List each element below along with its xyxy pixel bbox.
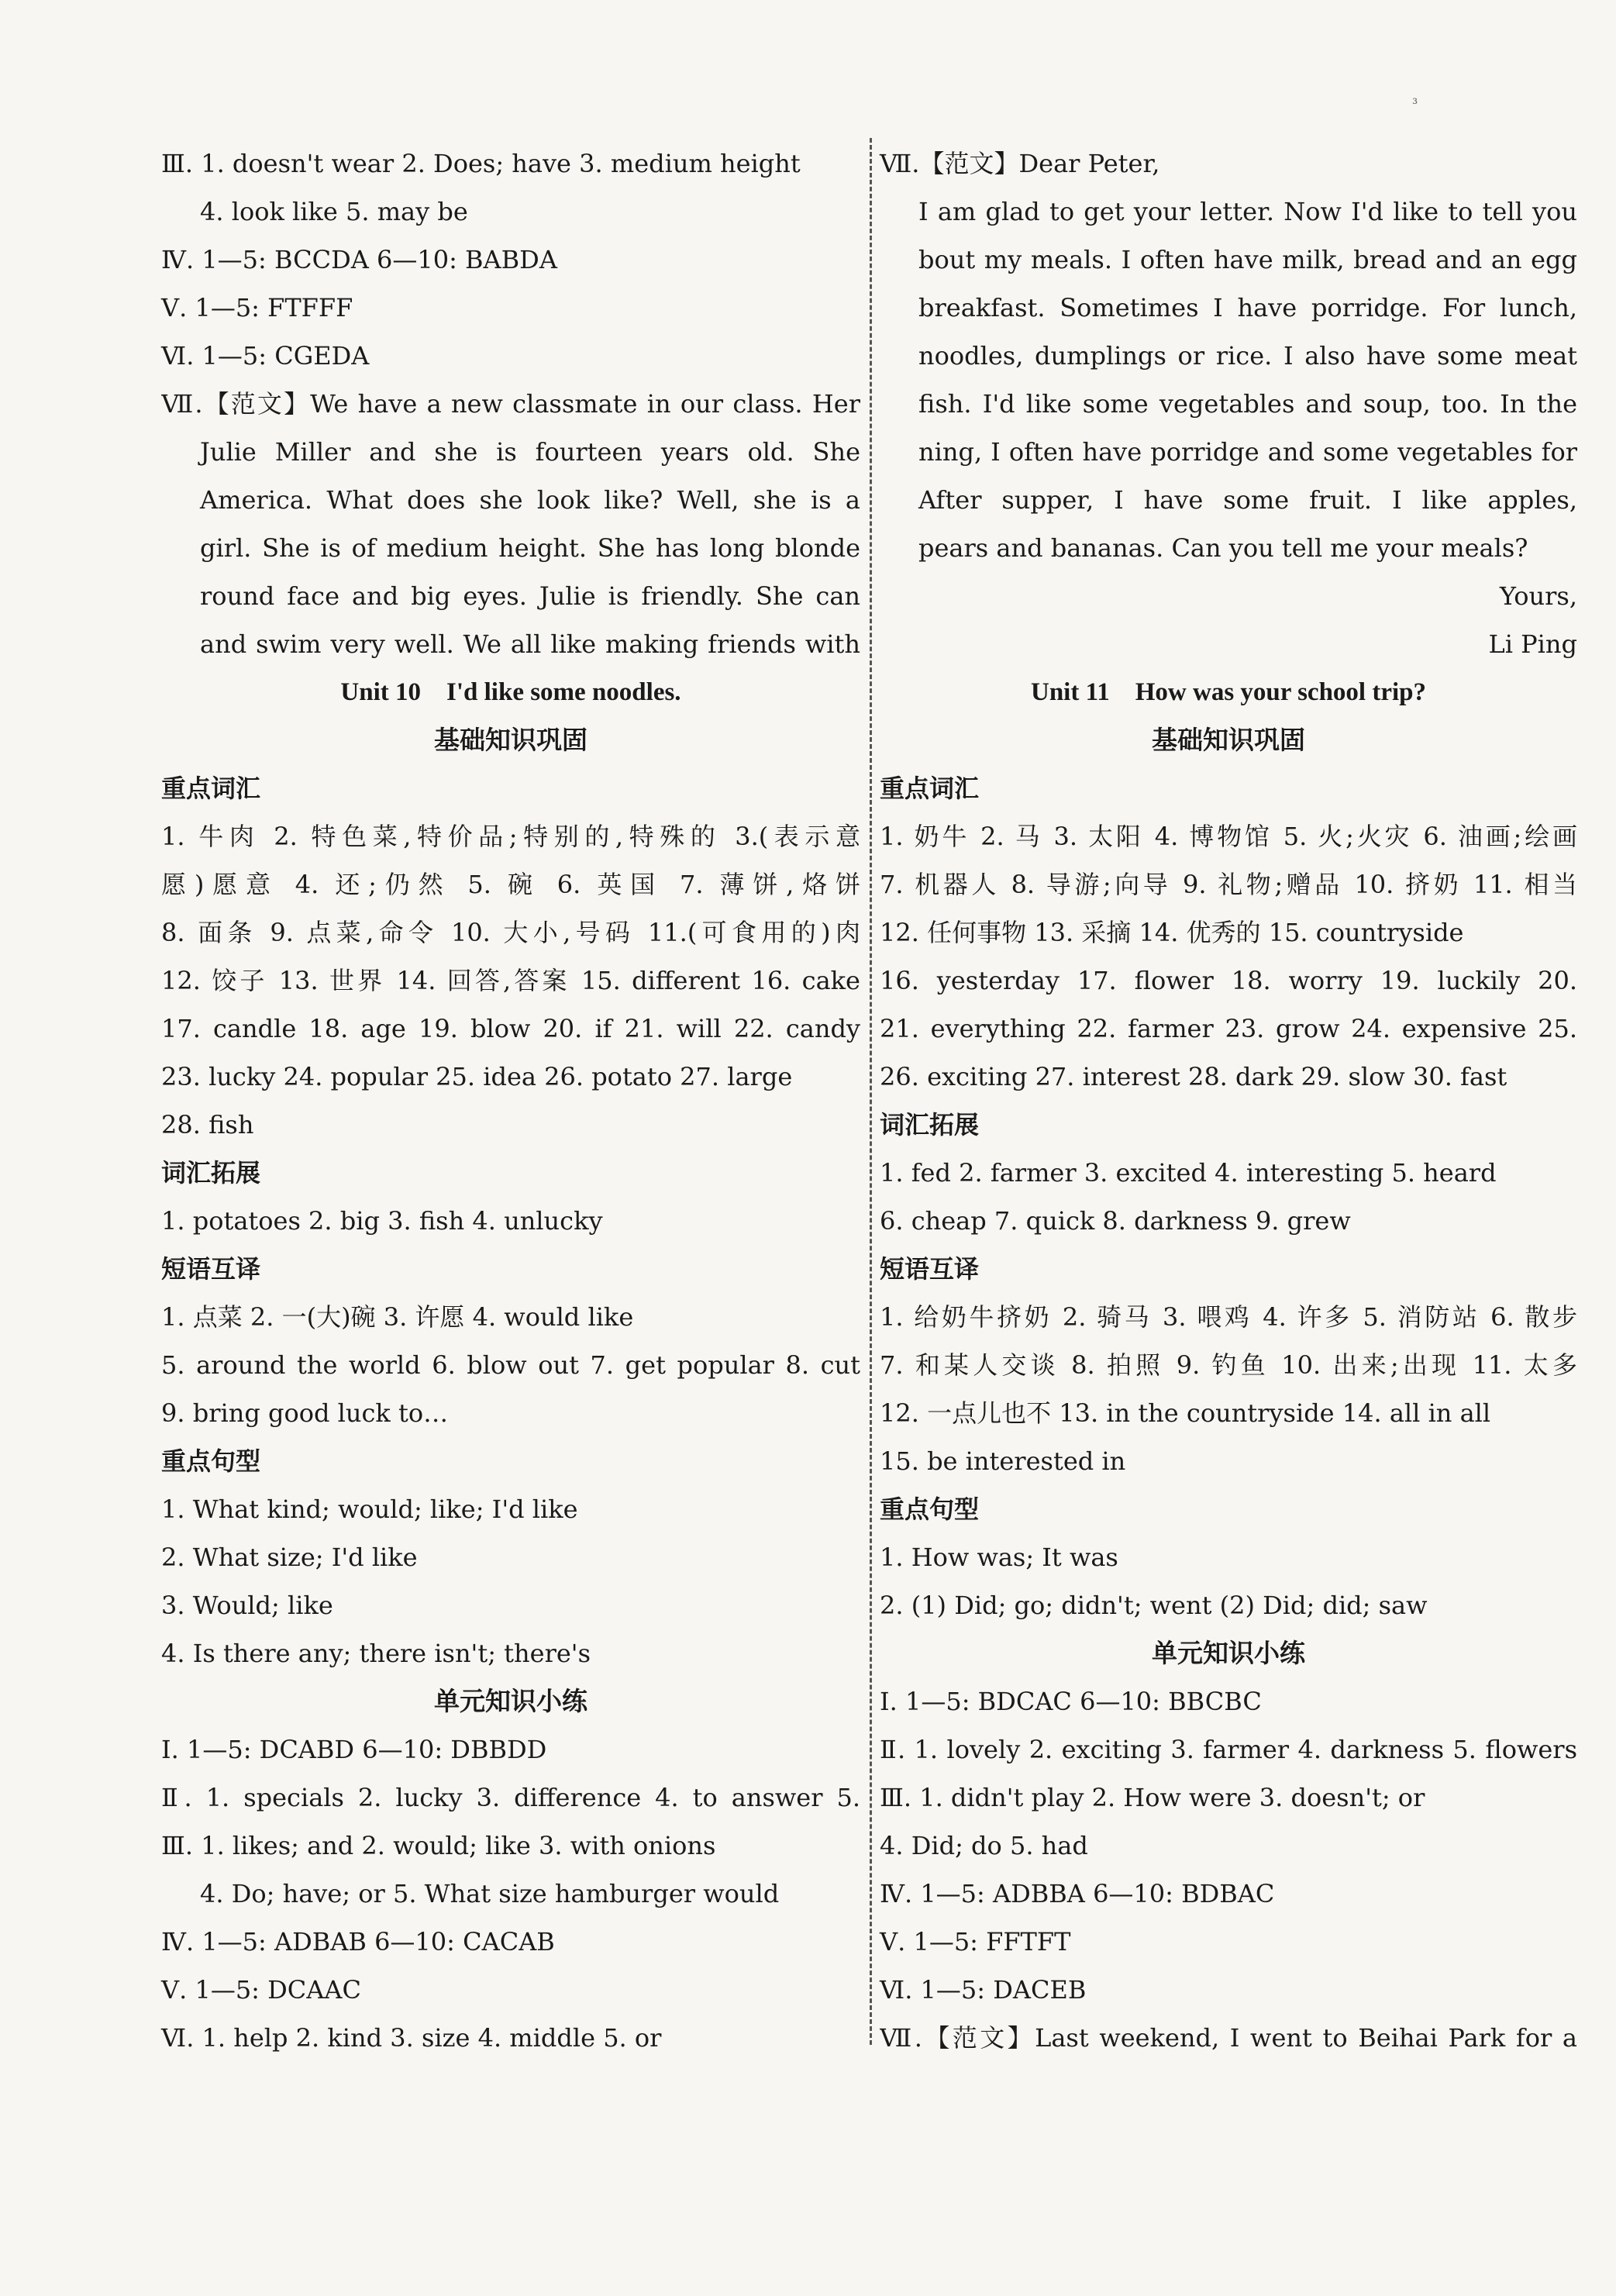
practice-line: Ⅵ. 1. help 2. kind 3. size 4. middle 5. or (161, 2023, 662, 2053)
answer-line: Ⅴ. 1—5: FTFFF (161, 293, 353, 322)
vocab-line: 21. everything 22. farmer 23. grow 24. expensive 25. (880, 1014, 1577, 1043)
vocab-line: 12. 饺子 13. 世界 14. 回答,答案 15. different 16. cake (161, 966, 860, 995)
letter-line: ning, I often have porridge and some vegetables for (918, 437, 1577, 467)
unit-title: Unit 11 How was your school trip? (1030, 678, 1427, 706)
section-heading: 单元知识小练 (1152, 1638, 1305, 1668)
letter-line: bout my meals. I often have milk, bread and an egg (918, 245, 1577, 274)
vocab-line: 28. fish (161, 1110, 254, 1139)
answer-line: Ⅵ. 1—5: CGEDA (161, 341, 370, 371)
left-column (161, 140, 860, 2062)
practice-line: 4. Do; have; or 5. What size hamburger would (200, 1879, 780, 1908)
column-divider (870, 138, 872, 2045)
essay-line: round face and big eyes. Julie is friendly. She can (200, 581, 860, 611)
vocab-line: 1. 奶牛 2. 马 3. 太阳 4. 博物馆 5. 火;火灾 6. 油画;绘画 (880, 822, 1577, 851)
vocab-line: 愿)愿意 4. 还;仍然 5. 碗 6. 英国 7. 薄饼,烙饼 (161, 870, 860, 899)
letter-line: fish. I'd like some vegetables and soup, too. In the (918, 389, 1577, 419)
vocab-line: 26. exciting 27. interest 28. dark 29. slow 30. fast (880, 1062, 1507, 1091)
letter-line: breakfast. Sometimes I have porridge. For lunch, (918, 293, 1577, 322)
letter-closing: Yours, (1499, 581, 1577, 611)
essay-line: Julie Miller and she is fourteen years old. She (200, 437, 860, 467)
phrase-line: 7. 和某人交谈 8. 拍照 9. 钓鱼 10. 出来;出现 11. 太多 (880, 1350, 1577, 1380)
phrase-line: 9. bring good luck to… (161, 1398, 449, 1428)
practice-line: Ⅳ. 1—5: ADBAB 6—10: CACAB (161, 1927, 555, 1956)
essay-line: America. What does she look like? Well, she is a (200, 485, 860, 515)
vocab-line: 17. candle 18. age 19. blow 20. if 21. will 22. candy (161, 1014, 860, 1043)
sentence-line: 4. Is there any; there isn't; there's (161, 1639, 591, 1668)
sentence-line: 1. What kind; would; like; I'd like (161, 1494, 578, 1524)
letter-line: I am glad to get your letter. Now I'd like to tell you (918, 197, 1577, 226)
letter-line: noodles, dumplings or rice. I also have some meat (918, 341, 1577, 371)
section-heading: 单元知识小练 (434, 1686, 587, 1716)
sub-heading: 短语互译 (880, 1254, 980, 1284)
vocab-line: 23. lucky 24. popular 25. idea 26. potato 27. large (161, 1062, 793, 1091)
practice-line: Ⅲ. 1. didn't play 2. How were 3. doesn't; or (880, 1783, 1425, 1812)
practice-line: 4. Did; do 5. had (880, 1831, 1088, 1860)
sentence-line: 2. What size; I'd like (161, 1543, 418, 1572)
practice-line: Ⅲ. 1. likes; and 2. would; like 3. with onions (161, 1831, 716, 1860)
practice-line: Ⅰ. 1—5: BDCAC 6—10: BBCBC (880, 1687, 1262, 1716)
practice-line: Ⅰ. 1—5: DCABD 6—10: DBBDD (161, 1735, 547, 1764)
letter-line: Ⅶ.【范文】Dear Peter, (880, 149, 1160, 178)
answer-line: 4. look like 5. may be (200, 197, 468, 226)
sub-heading: 重点词汇 (880, 774, 980, 803)
expand-line: 1. potatoes 2. big 3. fish 4. unlucky (161, 1206, 603, 1236)
letter-line: After supper, I have some fruit. I like apples, (918, 485, 1577, 515)
unit-title: Unit 10 I'd like some noodles. (340, 678, 681, 706)
letter-line: pears and bananas. Can you tell me your meals? (918, 533, 1528, 563)
letter-signature: Li Ping (1488, 629, 1577, 659)
phrase-line: 1. 点菜 2. 一(大)碗 3. 许愿 4. would like (161, 1302, 634, 1332)
practice-line: Ⅴ. 1—5: FFTFT (880, 1927, 1071, 1956)
vocab-line: 8. 面条 9. 点菜,命令 10. 大小,号码 11.(可食用的)肉 (161, 918, 860, 947)
sub-heading: 词汇拓展 (880, 1110, 980, 1139)
section-heading: 基础知识巩固 (1152, 725, 1305, 755)
section-heading: 基础知识巩固 (434, 725, 587, 755)
sub-heading: 重点句型 (880, 1494, 980, 1524)
answer-line: Ⅳ. 1—5: BCCDA 6—10: BABDA (161, 245, 557, 274)
practice-line: Ⅱ. 1. specials 2. lucky 3. difference 4. to answer 5. (161, 1783, 860, 1812)
sentence-line: 3. Would; like (161, 1591, 333, 1620)
practice-line: Ⅱ. 1. lovely 2. exciting 3. farmer 4. darkness 5. flowers (880, 1735, 1577, 1764)
expand-line: 1. fed 2. farmer 3. excited 4. interesting 5. heard (880, 1158, 1497, 1188)
practice-line: Ⅵ. 1—5: DACEB (880, 1975, 1087, 2005)
phrase-line: 15. be interested in (880, 1446, 1126, 1476)
practice-line: Ⅶ.【范文】Last weekend, I went to Beihai Park for a (880, 2023, 1577, 2053)
essay-line: girl. She is of medium height. She has long blonde (200, 533, 860, 563)
sentence-line: 1. How was; It was (880, 1543, 1118, 1572)
phrase-line: 5. around the world 6. blow out 7. get popular 8. cut (161, 1350, 860, 1380)
essay-line: and swim very well. We all like making friends with (200, 629, 860, 659)
sub-heading: 词汇拓展 (161, 1158, 261, 1188)
essay-line: Ⅶ.【范文】We have a new classmate in our class. Her (161, 389, 860, 419)
corner-mark: ₃ (1412, 91, 1418, 108)
phrase-line: 1. 给奶牛挤奶 2. 骑马 3. 喂鸡 4. 许多 5. 消防站 6. 散步 (880, 1302, 1577, 1332)
sentence-line: 2. (1) Did; go; didn't; went (2) Did; did; saw (880, 1591, 1428, 1620)
practice-line: Ⅳ. 1—5: ADBBA 6—10: BDBAC (880, 1879, 1275, 1908)
sub-heading: 重点句型 (161, 1446, 261, 1476)
vocab-line: 1. 牛肉 2. 特色菜,特价品;特别的,特殊的 3.(表示意 (161, 822, 860, 851)
phrase-line: 12. 一点儿也不 13. in the countryside 14. all in all (880, 1398, 1491, 1428)
answer-line: Ⅲ. 1. doesn't wear 2. Does; have 3. medium height (161, 149, 801, 178)
sub-heading: 短语互译 (161, 1254, 261, 1284)
expand-line: 6. cheap 7. quick 8. darkness 9. grew (880, 1206, 1351, 1236)
vocab-line: 7. 机器人 8. 导游;向导 9. 礼物;赠品 10. 挤奶 11. 相当 (880, 870, 1577, 899)
right-column (880, 140, 1577, 2062)
vocab-line: 16. yesterday 17. flower 18. worry 19. luckily 20. (880, 966, 1577, 995)
vocab-line: 12. 任何事物 13. 采摘 14. 优秀的 15. countryside (880, 918, 1464, 947)
practice-line: Ⅴ. 1—5: DCAAC (161, 1975, 361, 2005)
sub-heading: 重点词汇 (161, 774, 261, 803)
